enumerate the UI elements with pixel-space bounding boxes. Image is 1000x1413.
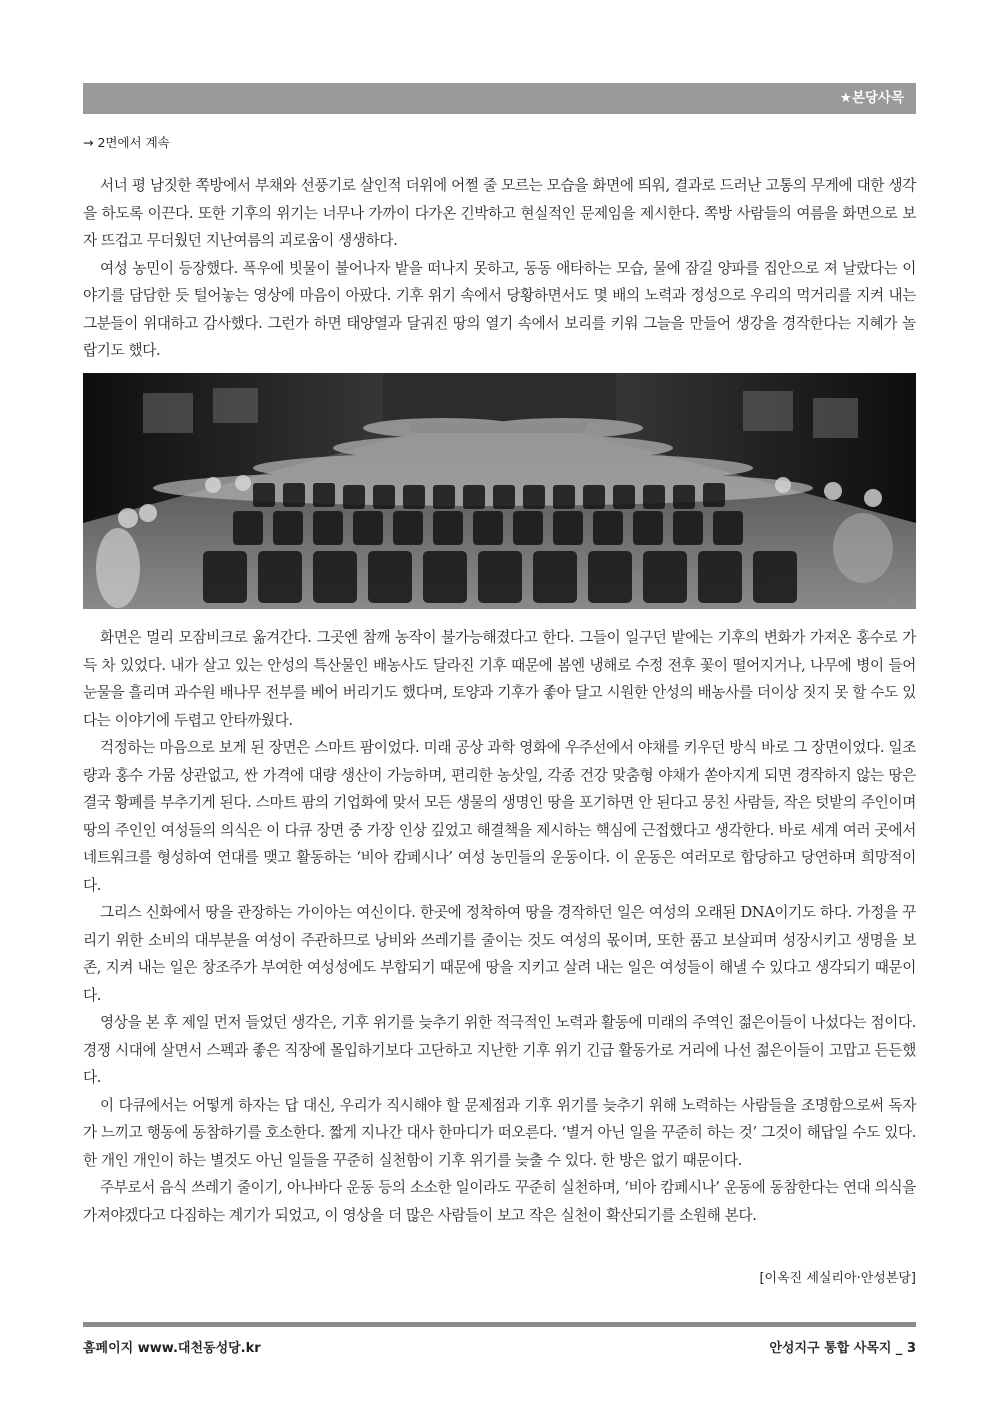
footer-page-info: 안성지구 통합 사목지 _ 3 [769, 1341, 916, 1356]
article-body-top [83, 172, 916, 365]
continued-note: → 2면에서 계속 [83, 135, 170, 150]
cinema-audience-photo [83, 373, 916, 609]
section-header-bar [83, 83, 916, 114]
paragraph: 주부로서 음식 쓰레기 줄이기, 아나바다 운동 등의 소소한 일이라도 꾸준히 실천하며, ‘비아 캄페시나’ 운동에 동참한다는 연대 의식을 가져야겠다고 다짐하는 계기가 되었고, 이 영상을 더 많은 사람들이 보고 작은 실천이 확산되기를 소원해 본다. [83, 1179, 916, 1224]
footer-homepage: 홈페이지 www.대천동성당.kr [83, 1341, 261, 1356]
paragraph: 영상을 본 후 제일 먼저 들었던 생각은, 기후 위기를 늦추기 위한 적극적인 노력과 활동에 미래의 주역인 젊은이들이 나섰다는 점이다. 경쟁 시대에 살면서 스펙과 좋은 직장에 몰입하기보다 고단하고 지난한 기후 위기 긴급 활동가로 거리에 나선 젊은이들이 고맙고 든든했다. [83, 1014, 916, 1086]
paragraph: 그리스 신화에서 땅을 관장하는 가이아는 여신이다. 한곳에 정착하여 땅을 경작하던 일은 여성의 오래된 DNA이기도 하다. 가정을 꾸리기 위한 소비의 대부분을 여성이 주관하므로 낭비와 쓰레기를 줄이는 것도 여성의 몫이며, 또한 품고 보살피며 성장시키고 생명을 보존, 지켜 내는 일은 창조주가 부여한 여성성에도 부합되기 때문에 땅을 지키고 살려 내는 일은 여성들이 해낼 수 있다고 생각되기 때문이다. [83, 904, 916, 1004]
author-signature: [이옥진 세실리아·안성본당] [759, 1271, 916, 1286]
paragraph: 서너 평 남짓한 쪽방에서 부채와 선풍기로 살인적 더위에 어쩔 줄 모르는 모습을 화면에 띄워, 결과로 드러난 고통의 무게에 대한 생각을 하도록 이끈다. 또한 기후의 위기는 너무나 가까이 다가온 긴박하고 현실적인 문제임을 제시한다. 쪽방 사람들의 여름을 화면으로 보자 뜨겁고 무더웠던 지난여름의 괴로움이 생생하다. [83, 177, 916, 249]
paragraph: 화면은 멀리 모잠비크로 옮겨간다. 그곳엔 참깨 농작이 불가능해졌다고 한다. 그들이 일구던 밭에는 기후의 변화가 가져온 홍수로 가득 차 있었다. 내가 살고 있는 안성의 특산물인 배농사도 달라진 기후 때문에 봄엔 냉해로 수정 전후 꽃이 떨어지거나, 나무에 병이 들어 눈물을 흘리며 과수원 배나무 전부를 베어 버리기도 했다며, 토양과 기후가 좋아 달고 시원한 안성의 배농사를 더이상 짓지 못 할 수도 있다는 이야기에 두렵고 안타까웠다. [83, 629, 916, 729]
paragraph: 걱정하는 마음으로 보게 된 장면은 스마트 팜이었다. 미래 공상 과학 영화에 우주선에서 야채를 키우던 방식 바로 그 장면이었다. 일조량과 홍수 가뭄 상관없고, 싼 가격에 대량 생산이 가능하며, 편리한 농삿일, 각종 건강 맞춤형 야채가 쏟아지게 되면 경작하지 않는 땅은 결국 황폐를 부추기게 된다. 스마트 팜의 기업화에 맞서 모든 생물의 생명인 땅을 포기하면 안 된다고 뭉친 사람들, 작은 텃밭의 주인이며 땅의 주인인 여성들의 의식은 이 다큐 장면 중 가장 인상 깊었고 해결책을 제시하는 핵심에 근접했다고 생각한다. 바로 세계 여러 곳에서 네트워크를 형성하여 연대를 맺고 활동하는 ‘비아 캄페시나’ 여성 농민들의 운동이다. 이 운동은 여러모로 합당하고 당연하며 희망적이다. [83, 739, 916, 894]
footer-divider [83, 1322, 916, 1327]
section-label: ★본당사목 [839, 90, 904, 106]
paragraph: 이 다큐에서는 어떻게 하자는 답 대신, 우리가 직시해야 할 문제점과 기후 위기를 늦추기 위해 노력하는 사람들을 조명함으로써 독자가 느끼고 행동에 동참하기를 호소한다. 짧게 지나간 대사 한마디가 떠오른다. ‘별거 아닌 일을 꾸준히 하는 것’ 그것이 해답일 수도 있다. 한 개인 개인이 하는 별것도 아닌 일들을 꾸준히 실천함이 기후 위기를 늦출 수 있다. 한 방은 없기 때문이다. [83, 1096, 916, 1169]
paragraph: 여성 농민이 등장했다. 폭우에 빗물이 불어나자 밭을 떠나지 못하고, 동동 애타하는 모습, 물에 잠길 양파를 집안으로 져 날랐다는 이야기를 담담한 듯 털어놓는 영상에 마음이 아팠다. 기후 위기 속에서 당황하면서도 몇 배의 노력과 정성으로 우리의 먹거리를 지켜 내는 그분들이 위대하고 감사했다. 그런가 하면 태양열과 달궈진 땅의 열기 속에서 보리를 키워 그늘을 만들어 생강을 경작한다는 지혜가 놀랍기도 했다. [83, 259, 916, 359]
article-body-bottom [83, 624, 916, 1229]
